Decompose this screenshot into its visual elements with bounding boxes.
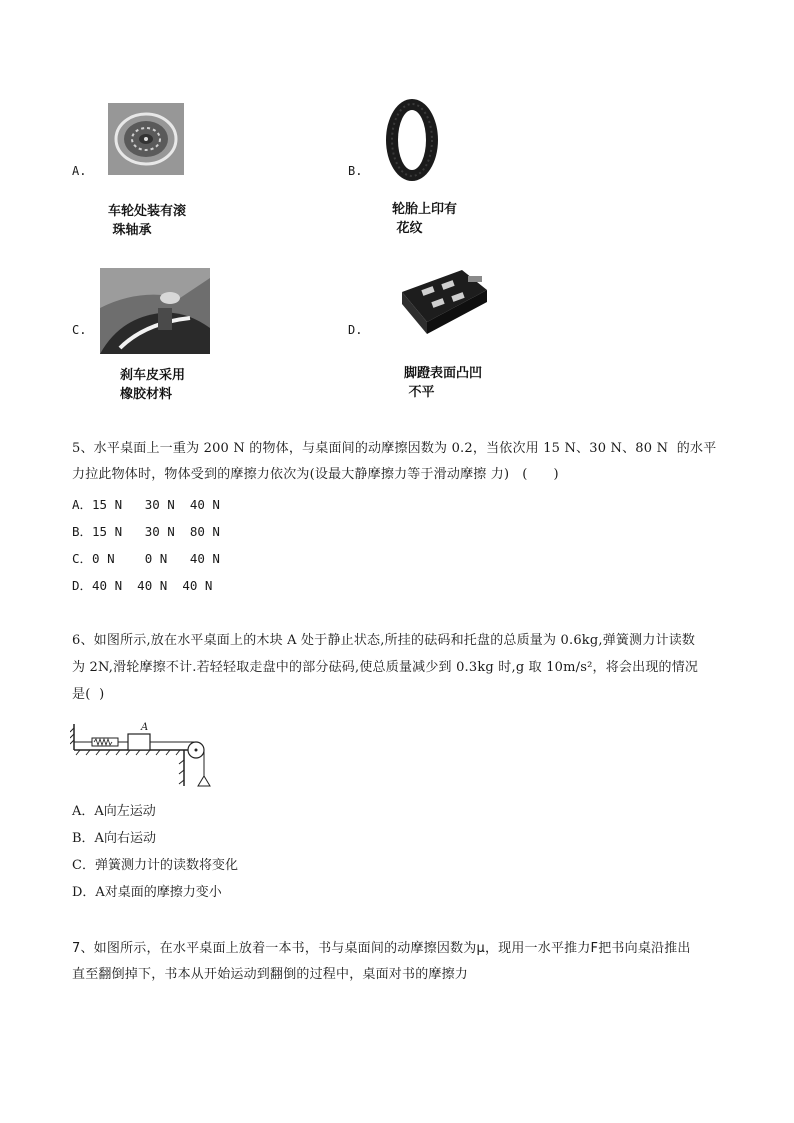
option-b-letter: B. [348,164,363,178]
q6-text-line2: 为 2N,滑轮摩擦不计.若轻轻取走盘中的部分砝码,使总质量减少到 0.3kg 时,g 取 10m/s²，将会出现的情况 [72,660,699,675]
q5-option-a: A．15 N 30 N 40 N [72,497,220,512]
q6-text-line1: 6、如图所示,放在水平桌面上的木块 A 处于静止状态,所挂的砝码和托盘的总质量为 0.6kg,弹簧测力计读数 [72,633,696,648]
option-b-caption: 轮胎上印有 花纹 [392,202,458,236]
q7-text-line1: 7、如图所示，在水平桌面上放着一本书，书与桌面间的动摩擦因数为μ，现用一水平推力F把书向桌沿推出 [72,941,691,956]
q6-option-d: D．A对桌面的摩擦力变小 [72,885,222,900]
q6-option-b: B．A向右运动 [72,831,156,846]
q5-option-c: C．0 N 0 N 40 N [72,551,220,566]
brake-photo [100,268,210,354]
option-a-letter: A. [72,164,87,178]
tire-photo [383,96,441,184]
option-d-caption: 脚蹬表面凸凹 不平 [404,366,483,400]
q7-text-line2: 直至翻倒掉下，书本从开始运动到翻倒的过程中，桌面对书的摩擦力 [72,967,469,982]
option-c-letter: C. [72,323,87,337]
block-a-label: A [141,722,149,733]
q6-option-a: A．A向左运动 [72,804,156,819]
pedal-photo [392,262,492,342]
q5-option-b: B．15 N 30 N 80 N [72,524,220,539]
q6-text-line3: 是( ) [72,687,105,702]
q5-option-d: D．40 N 40 N 40 N [72,578,213,593]
q5-text-line1: 5、水平桌面上一重为 200 N 的物体，与桌面间的动摩擦因数为 0.2，当依次用 15 N、30 N、80 N 的水平 [72,441,717,456]
bearing-photo [108,103,184,175]
q5-text-line2: 力拉此物体时，物体受到的摩擦力依次为(设最大静摩擦力等于滑动摩擦 力) ( ) [72,467,559,482]
option-d-letter: D. [348,323,363,337]
option-a-caption: 车轮处装有滚 珠轴承 [108,204,187,238]
option-c-caption: 刹车皮采用 橡胶材料 [120,368,186,402]
q6-option-c: C．弹簧测力计的读数将变化 [72,858,238,873]
